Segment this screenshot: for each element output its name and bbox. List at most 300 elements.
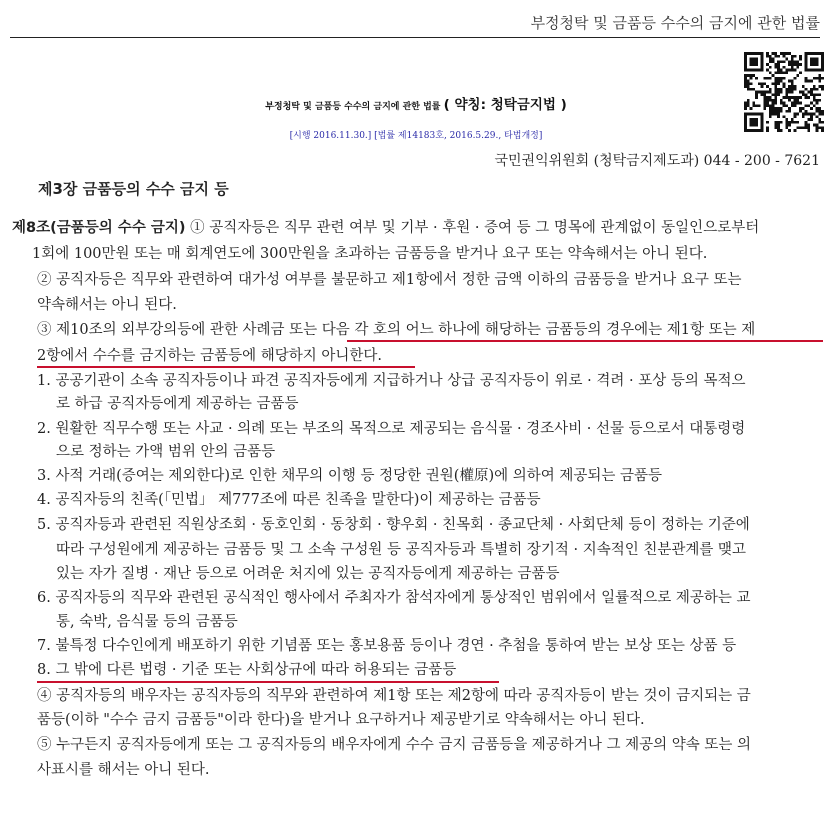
qr-module xyxy=(777,88,780,91)
qr-module xyxy=(791,118,794,121)
item-6-line-1: 6. 공직자등의 직무와 관련된 공식적인 행사에서 주최자가 참석자에게 통상적인 범위에서 일률적으로 제공하는 교 xyxy=(37,590,751,606)
qr-module xyxy=(780,71,783,74)
qr-module xyxy=(769,115,772,118)
qr-module xyxy=(774,88,777,91)
qr-module xyxy=(794,121,797,124)
qr-module xyxy=(821,88,824,91)
qr-module xyxy=(816,63,819,66)
qr-module xyxy=(777,80,780,83)
qr-module xyxy=(783,85,786,88)
qr-module xyxy=(796,63,799,66)
qr-module xyxy=(791,121,794,124)
qr-module xyxy=(774,85,777,88)
qr-module xyxy=(780,88,783,91)
qr-module xyxy=(772,52,775,55)
qr-module xyxy=(750,88,753,91)
qr-module xyxy=(818,113,821,116)
qr-module xyxy=(807,113,810,116)
qr-module xyxy=(744,118,747,121)
qr-module xyxy=(774,82,777,85)
qr-module xyxy=(766,85,769,88)
item-8-highlighted: 8. 그 밖에 다른 법령 · 기준 또는 사회상규에 따라 허용되는 금품등 xyxy=(37,662,457,678)
qr-module xyxy=(805,121,808,124)
qr-module xyxy=(805,124,808,127)
qr-module xyxy=(818,74,821,77)
qr-module xyxy=(769,113,772,116)
qr-module xyxy=(805,55,808,58)
paragraph-1-line-2: 1회에 100만원 또는 매 회계연도에 300만원을 초과하는 금품등을 받거나 요구 또는 약속해서는 아니 된다. xyxy=(32,246,708,262)
item-7: 7. 불특정 다수인에게 배포하기 위한 기념품 또는 홍보용품 등이나 경연 · 추첨을 통하여 받는 보상 또는 상품 등 xyxy=(37,638,737,654)
qr-module xyxy=(783,77,786,80)
highlight-underline-1 xyxy=(347,340,823,342)
paragraph-3-line-1 xyxy=(37,320,755,340)
qr-module xyxy=(761,115,764,118)
qr-module xyxy=(794,88,797,91)
header-law-name: 부정청탁 및 금품등 수수의 금지에 관한 법률 xyxy=(530,14,820,32)
item-1-line-1: 1. 공공기관이 소속 공직자등이나 파견 공직자등에게 지급하거나 상급 공직자등이 위로 · 격려 · 포상 등의 목적으 xyxy=(37,373,746,389)
qr-module xyxy=(807,80,810,83)
item-5-line-3: 있는 자가 질병 · 재난 등으로 어려운 처지에 있는 공직자등에게 제공하는 금품등 xyxy=(56,566,560,582)
qr-module xyxy=(744,113,747,116)
qr-module xyxy=(772,60,775,63)
qr-module xyxy=(796,60,799,63)
qr-module xyxy=(791,55,794,58)
qr-module xyxy=(783,82,786,85)
qr-module xyxy=(821,60,824,63)
paragraph-5-line-1: ⑤ 누구든지 공직자등에게 또는 그 공직자등의 배우자에게 수수 금지 금품등을 제공하거나 그 제공의 약속 또는 의 xyxy=(37,737,751,753)
title-main: 부정청탁 및 금품등 수수의 금지에 관한 법률 xyxy=(265,102,441,112)
qr-module xyxy=(816,58,819,61)
qr-module xyxy=(805,80,808,83)
qr-module xyxy=(750,124,753,127)
qr-module xyxy=(785,121,788,124)
qr-module xyxy=(805,66,808,69)
qr-module xyxy=(774,63,777,66)
qr-module xyxy=(788,69,791,72)
qr-module xyxy=(794,113,797,116)
qr-module xyxy=(794,85,797,88)
qr-module xyxy=(810,80,813,83)
qr-module xyxy=(821,63,824,66)
qr-module xyxy=(744,80,747,83)
qr-module xyxy=(744,74,747,77)
qr-module xyxy=(791,69,794,72)
qr-module xyxy=(813,85,816,88)
qr-module xyxy=(802,113,805,116)
qr-module xyxy=(769,88,772,91)
qr-module xyxy=(752,118,755,121)
qr-module xyxy=(780,121,783,124)
qr-module xyxy=(802,85,805,88)
qr-module xyxy=(791,80,794,83)
qr-module xyxy=(810,63,813,66)
qr-module xyxy=(788,124,791,127)
item-5-line-2: 따라 구성원에게 제공하는 금품등 및 그 소속 구성원 등 공직자등과 특별히 장기적 · 지속적인 친분관계를 맺고 xyxy=(56,542,747,558)
qr-module xyxy=(750,74,753,77)
qr-module xyxy=(788,88,791,91)
highlight-underline-2 xyxy=(37,366,415,368)
paragraph-2-line-2: 약속해서는 아니 된다. xyxy=(37,297,177,313)
qr-module xyxy=(755,52,758,55)
qr-module xyxy=(821,121,824,124)
qr-module xyxy=(810,88,813,91)
qr-module xyxy=(796,121,799,124)
qr-module xyxy=(799,63,802,66)
qr-module xyxy=(758,52,761,55)
qr-module xyxy=(777,121,780,124)
paragraph-5-line-2: 사표시를 해서는 아니 된다. xyxy=(37,762,210,778)
qr-module xyxy=(755,124,758,127)
qr-module xyxy=(810,52,813,55)
qr-module xyxy=(761,118,764,121)
title-short-name: ( 약칭: 청탁금지법 ) xyxy=(443,97,567,113)
qr-module xyxy=(805,63,808,66)
qr-module xyxy=(772,82,775,85)
header-divider xyxy=(10,37,820,38)
highlight-underline-3 xyxy=(37,681,499,683)
qr-module xyxy=(761,85,764,88)
qr-module xyxy=(744,58,747,61)
qr-module xyxy=(780,69,783,72)
qr-module xyxy=(758,69,761,72)
qr-module xyxy=(816,77,819,80)
qr-module xyxy=(766,121,769,124)
qr-module xyxy=(761,66,764,69)
qr-module xyxy=(813,60,816,63)
qr-module xyxy=(744,63,747,66)
qr-module xyxy=(791,58,794,61)
qr-module xyxy=(821,69,824,72)
qr-module xyxy=(772,58,775,61)
qr-module xyxy=(744,52,747,55)
qr-module xyxy=(750,77,753,80)
item-2-line-1: 2. 원활한 직무수행 또는 사교 · 의례 또는 부조의 목적으로 제공되는 음식물 · 경조사비 · 선물 등으로서 대통령령 xyxy=(37,421,746,437)
qr-module xyxy=(818,77,821,80)
qr-module xyxy=(794,69,797,72)
article-heading: 제8조(금품등의 수수 금지) xyxy=(12,220,186,236)
enforcement-date: [시행 2016.11.30.] xyxy=(289,131,372,141)
qr-module xyxy=(791,82,794,85)
qr-module xyxy=(807,118,810,121)
qr-module xyxy=(774,71,777,74)
qr-module xyxy=(785,88,788,91)
qr-module xyxy=(747,113,750,116)
qr-module xyxy=(818,52,821,55)
qr-module xyxy=(796,66,799,69)
qr-module xyxy=(785,52,788,55)
qr-module xyxy=(744,60,747,63)
qr-module xyxy=(813,113,816,116)
qr-module xyxy=(816,69,819,72)
qr-module xyxy=(788,63,791,66)
qr-module xyxy=(816,88,819,91)
qr-module xyxy=(821,113,824,116)
qr-module xyxy=(747,82,750,85)
qr-module xyxy=(755,58,758,61)
qr-module xyxy=(780,77,783,80)
paragraph-2-line-1: ② 공직자등은 직무와 관련하여 대가성 여부를 불문하고 제1항에서 정한 금액 이하의 금품등을 받거나 요구 또는 xyxy=(37,272,742,288)
qr-module xyxy=(785,124,788,127)
qr-module xyxy=(774,80,777,83)
qr-module xyxy=(788,85,791,88)
paragraph-4-line-1: ④ 공직자등의 배우자는 공직자등의 직무와 관련하여 제1항 또는 제2항에 따라 공직자등이 받는 것이 금지되는 금 xyxy=(37,688,751,704)
qr-module xyxy=(750,60,753,63)
qr-module xyxy=(783,60,786,63)
qr-module xyxy=(818,118,821,121)
qr-module xyxy=(807,69,810,72)
qr-module xyxy=(769,55,772,58)
qr-module xyxy=(744,77,747,80)
qr-module xyxy=(794,55,797,58)
qr-module xyxy=(791,63,794,66)
qr-module xyxy=(777,113,780,116)
qr-module xyxy=(821,77,824,80)
qr-module xyxy=(774,55,777,58)
qr-module xyxy=(744,69,747,72)
qr-module xyxy=(816,115,819,118)
item-6-line-2: 통, 숙박, 음식물 등의 금품등 xyxy=(56,614,238,630)
qr-module xyxy=(780,52,783,55)
qr-module xyxy=(805,69,808,72)
qr-module xyxy=(785,118,788,121)
enforcement-info xyxy=(0,128,832,141)
qr-module xyxy=(752,88,755,91)
qr-module xyxy=(769,77,772,80)
qr-module xyxy=(796,74,799,77)
qr-module xyxy=(777,115,780,118)
qr-module xyxy=(794,77,797,80)
qr-module xyxy=(774,52,777,55)
qr-module xyxy=(805,77,808,80)
qr-module xyxy=(755,60,758,63)
qr-module xyxy=(799,55,802,58)
qr-module xyxy=(766,63,769,66)
qr-module xyxy=(752,74,755,77)
qr-module xyxy=(821,52,824,55)
qr-module xyxy=(752,113,755,116)
qr-module xyxy=(774,66,777,69)
qr-module xyxy=(799,58,802,61)
qr-module xyxy=(750,69,753,72)
qr-module xyxy=(783,115,786,118)
paragraph-1-line-1 xyxy=(12,218,759,238)
qr-module xyxy=(750,58,753,61)
qr-module xyxy=(744,82,747,85)
qr-module xyxy=(794,63,797,66)
qr-module xyxy=(758,82,761,85)
qr-module xyxy=(783,71,786,74)
qr-module xyxy=(777,66,780,69)
qr-module xyxy=(780,80,783,83)
qr-module xyxy=(766,55,769,58)
qr-module xyxy=(750,82,753,85)
qr-module xyxy=(796,113,799,116)
qr-module xyxy=(816,60,819,63)
qr-module xyxy=(818,85,821,88)
qr-module xyxy=(785,71,788,74)
qr-module xyxy=(783,66,786,69)
qr-module xyxy=(747,88,750,91)
paragraph-3-text-a: ③ 제10조의 외부강의등에 관한 사례금 또는 xyxy=(37,322,322,338)
qr-module xyxy=(766,77,769,80)
qr-module xyxy=(761,55,764,58)
qr-module xyxy=(750,52,753,55)
qr-module xyxy=(761,63,764,66)
qr-module xyxy=(777,71,780,74)
paragraph-1-text: ① 공직자등은 직무 관련 여부 및 기부 · 후원 · 증여 등 그 명목에 관계없이 동일인으로부터 xyxy=(190,220,760,236)
qr-module xyxy=(813,63,816,66)
qr-module xyxy=(788,52,791,55)
qr-module xyxy=(818,121,821,124)
qr-module xyxy=(791,85,794,88)
qr-module xyxy=(810,113,813,116)
qr-module xyxy=(761,121,764,124)
item-1-line-2: 로 하급 공직자등에게 제공하는 금품등 xyxy=(56,396,299,412)
qr-module xyxy=(755,63,758,66)
qr-module xyxy=(744,85,747,88)
qr-module xyxy=(769,60,772,63)
qr-module xyxy=(744,66,747,69)
qr-module xyxy=(744,55,747,58)
qr-module xyxy=(791,60,794,63)
qr-module xyxy=(752,60,755,63)
qr-module xyxy=(761,124,764,127)
qr-module xyxy=(763,82,766,85)
item-3: 3. 사적 거래(증여는 제외한다)로 인한 채무의 이행 등 정당한 권원(權原)에 의하여 제공되는 금품등 xyxy=(37,468,663,484)
qr-module xyxy=(752,121,755,124)
qr-module xyxy=(769,58,772,61)
qr-module xyxy=(813,124,816,127)
qr-module xyxy=(813,52,816,55)
qr-module xyxy=(810,118,813,121)
qr-module xyxy=(788,121,791,124)
qr-module xyxy=(755,77,758,80)
qr-module xyxy=(761,82,764,85)
qr-module xyxy=(761,69,764,72)
chapter-heading: 제3장 금품등의 수수 금지 등 xyxy=(38,180,229,198)
qr-module xyxy=(810,115,813,118)
qr-module xyxy=(785,69,788,72)
qr-module xyxy=(774,121,777,124)
qr-module xyxy=(774,113,777,116)
qr-module xyxy=(774,124,777,127)
qr-module xyxy=(755,69,758,72)
qr-module xyxy=(752,58,755,61)
agency-contact: 국민권익위원회 (청탁금지제도과) 044 - 200 - 7621 xyxy=(494,153,820,169)
qr-module xyxy=(807,124,810,127)
qr-module xyxy=(777,60,780,63)
qr-module xyxy=(761,113,764,116)
qr-module xyxy=(780,60,783,63)
qr-module xyxy=(821,66,824,69)
qr-module xyxy=(805,58,808,61)
qr-module xyxy=(766,52,769,55)
qr-module xyxy=(747,80,750,83)
qr-module xyxy=(747,85,750,88)
qr-module xyxy=(816,52,819,55)
qr-module xyxy=(821,58,824,61)
paragraph-3-line-2-highlighted: 2항에서 수수를 금지하는 금품등에 해당하지 아니한다. xyxy=(37,348,383,364)
qr-module xyxy=(750,118,753,121)
qr-module xyxy=(747,69,750,72)
item-4: 4. 공직자등의 친족(「민법」 제777조에 따른 친족을 말한다)이 제공하는 금품등 xyxy=(37,492,541,508)
qr-module xyxy=(747,52,750,55)
qr-module xyxy=(785,58,788,61)
qr-module xyxy=(763,77,766,80)
qr-module xyxy=(769,66,772,69)
qr-module xyxy=(752,69,755,72)
qr-module xyxy=(783,55,786,58)
qr-module xyxy=(805,52,808,55)
qr-module xyxy=(788,80,791,83)
qr-module xyxy=(805,60,808,63)
qr-module xyxy=(772,74,775,77)
qr-module xyxy=(813,58,816,61)
qr-module xyxy=(750,113,753,116)
qr-module xyxy=(777,124,780,127)
qr-module xyxy=(744,124,747,127)
qr-code-icon[interactable] xyxy=(744,52,824,132)
qr-module xyxy=(783,52,786,55)
qr-module xyxy=(810,69,813,72)
qr-module xyxy=(821,85,824,88)
qr-module xyxy=(752,52,755,55)
qr-module xyxy=(802,115,805,118)
qr-module xyxy=(777,82,780,85)
qr-module xyxy=(777,69,780,72)
qr-module xyxy=(750,63,753,66)
qr-module xyxy=(761,58,764,61)
qr-module xyxy=(747,74,750,77)
item-2-line-2: 으로 정하는 가액 범위 안의 금품등 xyxy=(56,444,276,460)
qr-module xyxy=(744,115,747,118)
qr-module xyxy=(791,66,794,69)
qr-module xyxy=(813,77,816,80)
qr-module xyxy=(755,118,758,121)
law-number: [법률 제14183호, 2016.5.29., 타법개정] xyxy=(374,131,543,141)
qr-module xyxy=(810,58,813,61)
qr-module xyxy=(755,121,758,124)
qr-module xyxy=(805,113,808,116)
qr-module xyxy=(777,55,780,58)
qr-module xyxy=(799,71,802,74)
qr-module xyxy=(761,52,764,55)
qr-module xyxy=(816,124,819,127)
qr-module xyxy=(774,77,777,80)
paragraph-3-text-b-highlighted: 다음 각 호의 어느 하나에 해당하는 금품등의 경우에는 제1항 또는 제 xyxy=(321,322,756,338)
qr-module xyxy=(752,124,755,127)
qr-module xyxy=(813,88,816,91)
qr-module xyxy=(777,77,780,80)
qr-module xyxy=(744,121,747,124)
qr-module xyxy=(758,113,761,116)
qr-module xyxy=(777,63,780,66)
qr-module xyxy=(821,55,824,58)
qr-module xyxy=(818,69,821,72)
qr-module xyxy=(766,69,769,72)
qr-module xyxy=(810,60,813,63)
qr-module xyxy=(807,52,810,55)
qr-module xyxy=(750,121,753,124)
qr-module xyxy=(769,71,772,74)
qr-module xyxy=(818,80,821,83)
qr-module xyxy=(755,113,758,116)
qr-module xyxy=(772,113,775,116)
qr-module xyxy=(761,60,764,63)
document-title xyxy=(0,93,832,113)
qr-module xyxy=(794,60,797,63)
qr-module xyxy=(794,115,797,118)
